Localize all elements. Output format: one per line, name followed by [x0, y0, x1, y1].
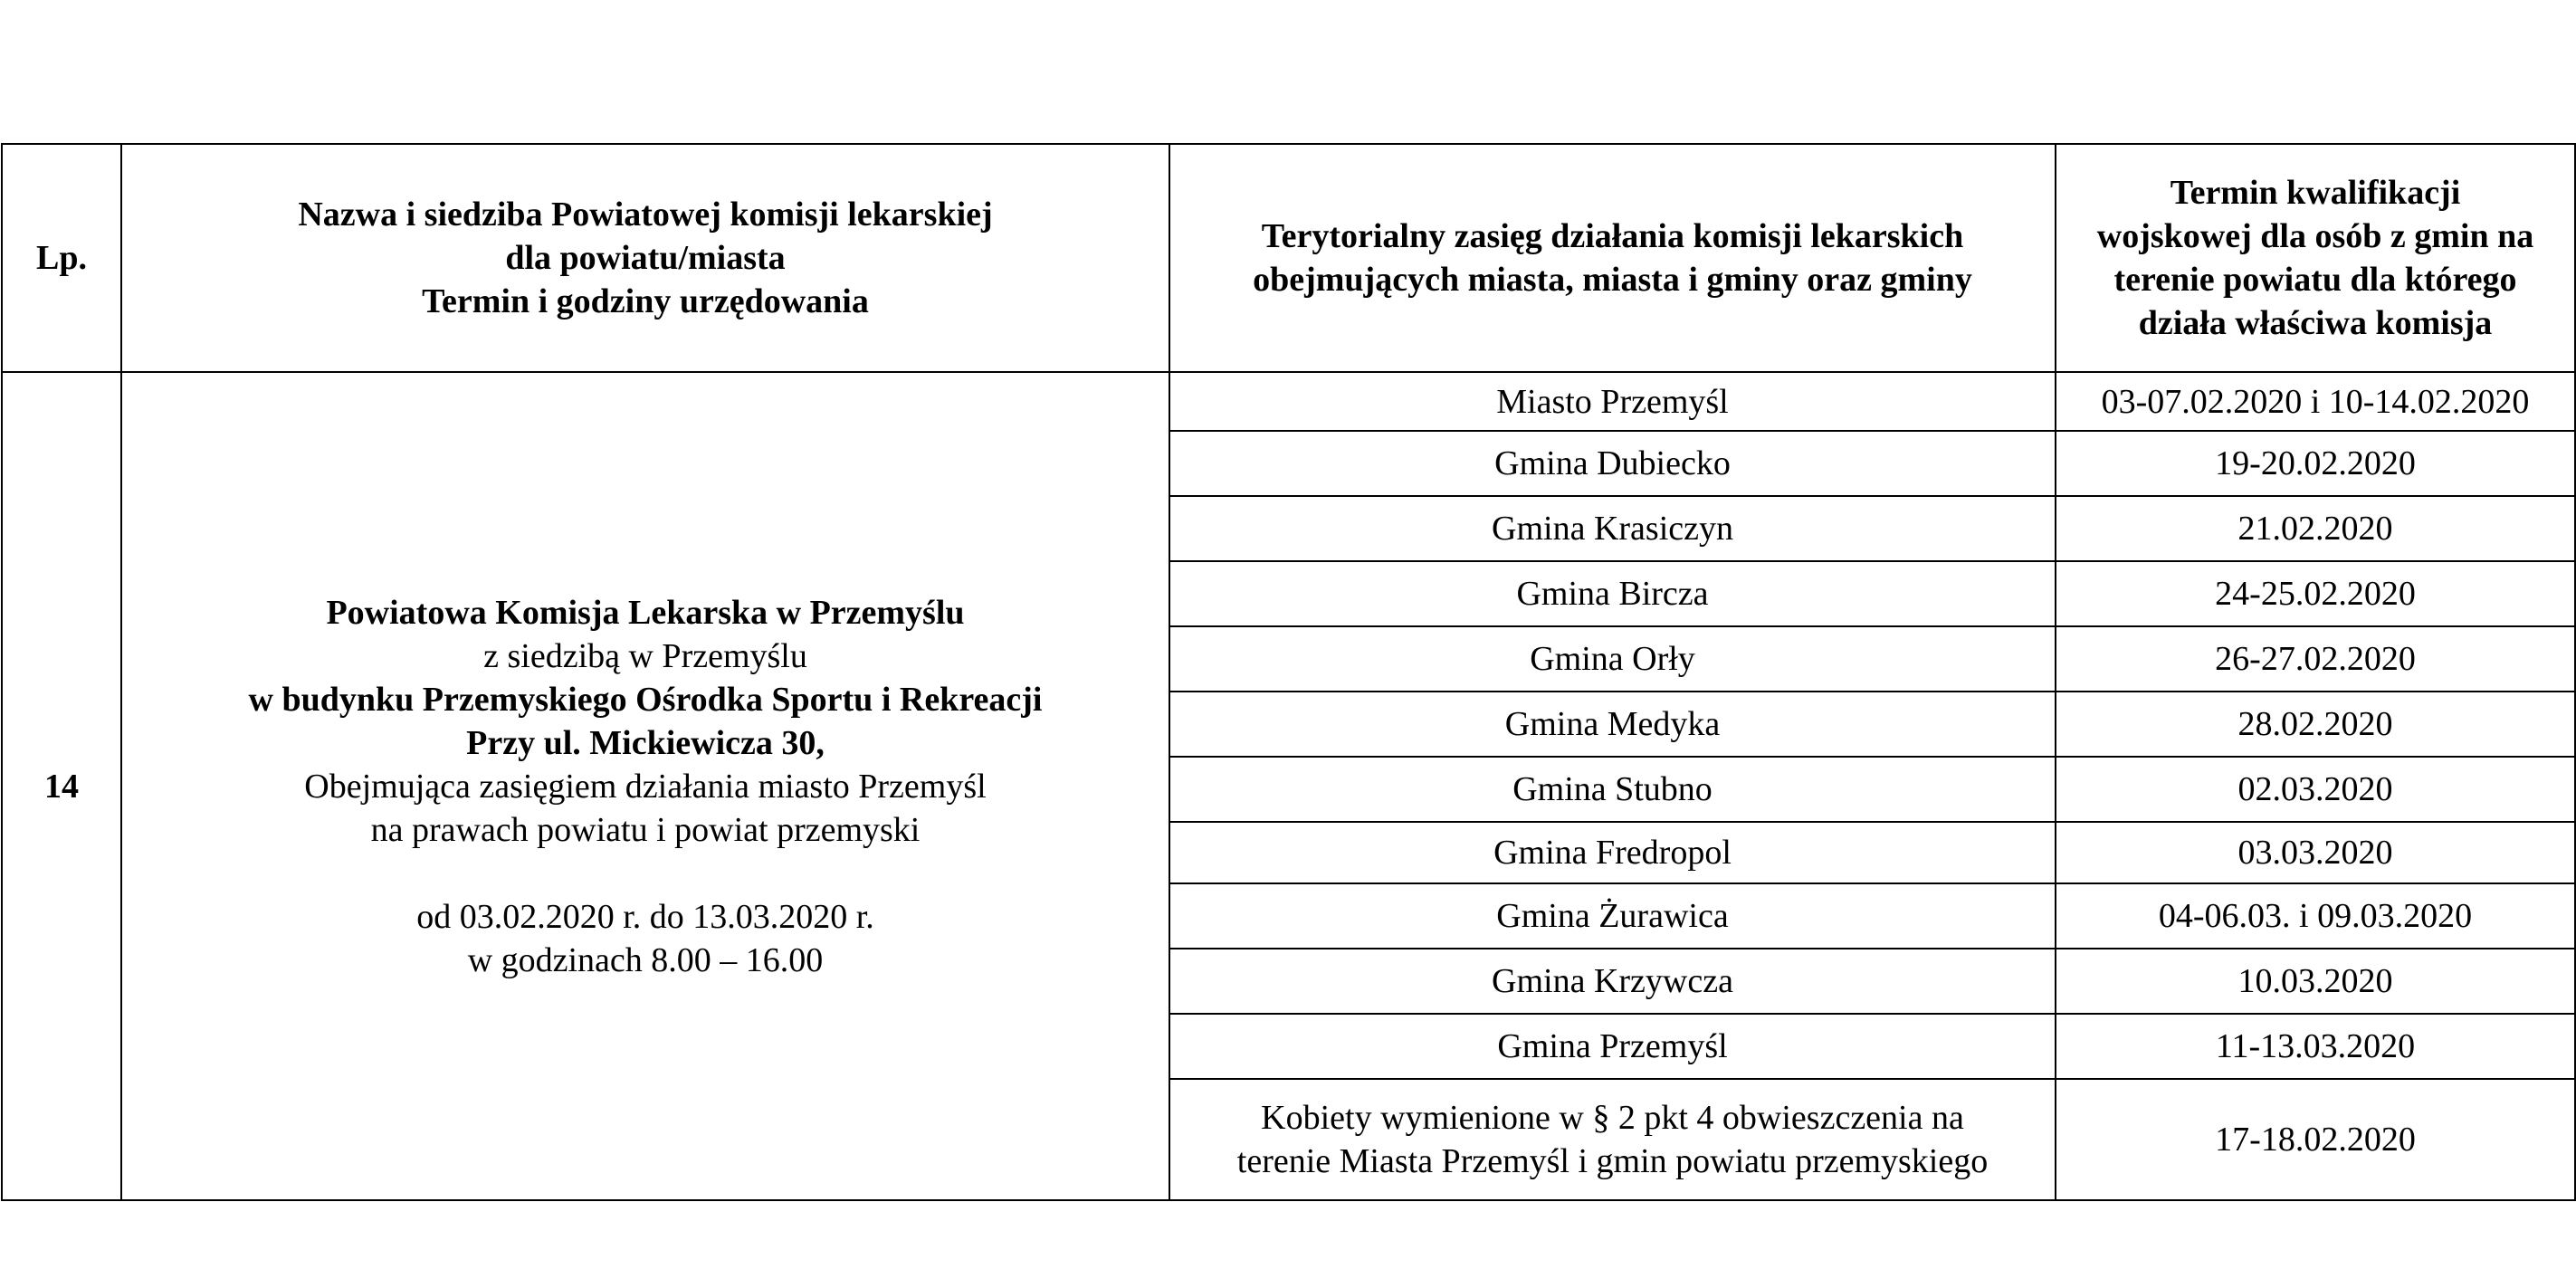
women-area-line-1: Kobiety wymienione w § 2 pkt 4 obwieszczenia na: [1261, 1099, 1964, 1137]
commission-cell: [121, 372, 1169, 1200]
term-cell: 24-25.02.2020: [2056, 561, 2575, 626]
term-cell: 03.03.2020: [2056, 822, 2575, 883]
term-cell: 26-27.02.2020: [2056, 626, 2575, 692]
commission-spacer: [129, 852, 1161, 895]
commission-scope-line-1: Obejmująca zasięgiem działania miasto Przemyśl: [304, 767, 987, 806]
area-cell: Gmina Fredropol: [1169, 822, 2056, 883]
area-cell: Gmina Krzywcza: [1169, 949, 2056, 1014]
term-cell: 11-13.03.2020: [2056, 1014, 2575, 1079]
header-term-line-3: terenie powiatu dla którego: [2113, 261, 2517, 299]
header-scope-line-1: Terytorialny zasięg działania komisji lekarskich: [1261, 217, 1964, 255]
area-cell: Gmina Przemyśl: [1169, 1014, 2056, 1079]
term-cell: 02.03.2020: [2056, 757, 2575, 822]
area-cell: Gmina Dubiecko: [1169, 431, 2056, 496]
entry-lp: 14: [2, 372, 121, 1200]
header-term-line-1: Termin kwalifikacji: [2170, 174, 2461, 212]
term-cell-women: 17-18.02.2020: [2056, 1079, 2575, 1200]
term-cell: 21.02.2020: [2056, 496, 2575, 561]
area-cell: Gmina Żurawica: [1169, 883, 2056, 949]
commission-period: od 03.02.2020 r. do 13.03.2020 r.: [416, 897, 874, 936]
header-scope: [1169, 144, 2056, 372]
header-term-line-2: wojskowej dla osób z gmin na: [2096, 217, 2534, 255]
header-scope-line-2: obejmujących miasta, miasta i gminy oraz gminy: [1253, 261, 1972, 299]
commission-building: w budynku Przemyskiego Ośrodka Sportu i Rekreacji: [248, 680, 1043, 719]
commission-address: Przy ul. Mickiewicza 30,: [466, 723, 825, 762]
term-cell: 04-06.03. i 09.03.2020: [2056, 883, 2575, 949]
commission-hours: w godzinach 8.00 – 16.00: [467, 940, 824, 979]
area-cell: Gmina Bircza: [1169, 561, 2056, 626]
term-cell: 03-07.02.2020 i 10-14.02.2020: [2056, 372, 2575, 431]
area-cell: Gmina Krasiczyn: [1169, 496, 2056, 561]
area-cell: Gmina Orły: [1169, 626, 2056, 692]
header-commission-line-3: Termin i godziny urzędowania: [422, 282, 869, 320]
term-cell: 28.02.2020: [2056, 692, 2575, 757]
commission-name: Powiatowa Komisja Lekarska w Przemyślu: [326, 593, 965, 632]
area-cell-women: [1169, 1079, 2056, 1200]
commission-seat: z siedzibą w Przemyślu: [483, 636, 807, 675]
header-commission-line-2: dla powiatu/miasta: [505, 239, 786, 277]
header-row: [2, 144, 2575, 372]
recruitment-schedule-table: [1, 143, 2576, 1201]
header-term: [2056, 144, 2575, 372]
header-lp: Lp.: [2, 144, 121, 372]
area-cell: Gmina Stubno: [1169, 757, 2056, 822]
term-cell: 19-20.02.2020: [2056, 431, 2575, 496]
area-cell: Miasto Przemyśl: [1169, 372, 2056, 431]
women-area-line-2: terenie Miasta Przemyśl i gmin powiatu przemyskiego: [1236, 1142, 1989, 1180]
header-commission: [121, 144, 1169, 372]
header-term-line-4: działa właściwa komisja: [2138, 304, 2493, 342]
commission-scope-line-2: na prawach powiatu i powiat przemyski: [370, 810, 921, 849]
term-cell: 10.03.2020: [2056, 949, 2575, 1014]
table-row: [2, 372, 2575, 431]
area-cell: Gmina Medyka: [1169, 692, 2056, 757]
header-commission-line-1: Nazwa i siedziba Powiatowej komisji lekarskiej: [298, 196, 993, 234]
